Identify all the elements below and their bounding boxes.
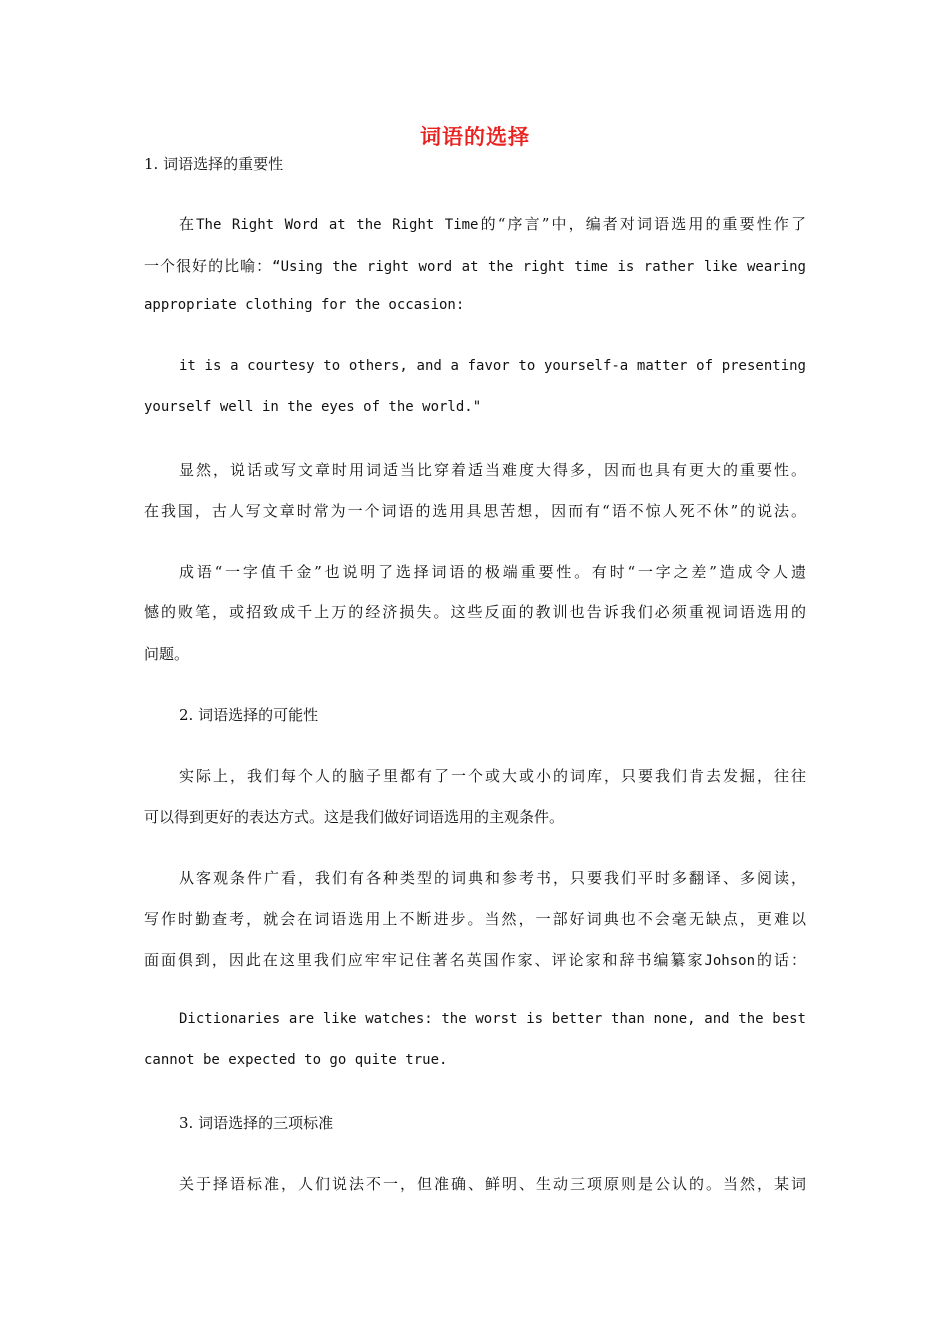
paragraph-4-line-3: 问题。	[144, 645, 190, 663]
p1-text-a: 在	[179, 215, 197, 233]
paragraph-5-line-2: 可以得到更好的表达方式。这是我们做好词语选用的主观条件。	[144, 808, 565, 826]
section-heading-3: 3. 词语选择的三项标准	[179, 1114, 334, 1132]
paragraph-6-line-1: 从客观条件广看，我们有各种类型的词典和参考书，只要我们平时多翻译、多阅读，	[179, 869, 806, 887]
paragraph-6-line-2: 写作时勤查考，就会在词语选用上不断进步。当然，一部好词典也不会毫无缺点，更难以	[144, 910, 806, 928]
paragraph-1-line-3: appropriate clothing for the occasion:	[144, 297, 465, 313]
paragraph-1-line-2	[144, 255, 806, 276]
paragraph-7-line-2: cannot be expected to go quite true.	[144, 1052, 448, 1068]
p6-text-a: 面面俱到，因此在这里我们应牢牢记住著名英国作家、评论家和辞书编纂家	[144, 951, 705, 969]
p1-text-d: 一个很好的比喻：	[144, 257, 273, 275]
book-title: The Right Word at the Right Time	[196, 217, 479, 233]
paragraph-3-line-1: 显然，说话或写文章时用词适当比穿着适当难度大得多，因而也具有更大的重要性。	[179, 461, 806, 479]
section-heading-2: 2. 词语选择的可能性	[179, 706, 319, 724]
paragraph-3-line-2: 在我国，古人写文章时常为一个词语的选用具思苦想，因而有“语不惊人死不休”的说法。	[144, 502, 806, 520]
paragraph-1-line-1	[179, 213, 806, 234]
paragraph-5-line-1: 实际上，我们每个人的脑子里都有了一个或大或小的词库，只要我们肯去发掘，往往	[179, 767, 806, 785]
quote-start: “Using the right word at the right time is rather like wearing	[272, 259, 806, 275]
paragraph-4-line-1: 成语“一字值千金”也说明了选择词语的极端重要性。有时“一字之差”造成令人遗	[179, 563, 806, 581]
p6-text-c: 的话：	[755, 951, 806, 969]
paragraph-7-line-1: Dictionaries are like watches: the worst is better than none, and the best	[179, 1011, 806, 1027]
paragraph-6-line-3	[144, 949, 806, 970]
paragraph-2-line-2: yourself well in the eyes of the world."	[144, 399, 482, 415]
paragraph-2-line-1: it is a courtesy to others, and a favor to yourself-a matter of presenting	[179, 358, 806, 374]
paragraph-4-line-2: 憾的败笔，或招致成千上万的经济损失。这些反面的教训也告诉我们必须重视词语选用的	[144, 603, 806, 621]
section-heading-1: 1. 词语选择的重要性	[144, 155, 284, 173]
p1-text-c: 的“序言”中，编者对词语选用的重要性作了	[478, 215, 806, 233]
paragraph-8-line-1: 关于择语标准，人们说法不一，但准确、鲜明、生动三项原则是公认的。当然，某词	[179, 1175, 806, 1193]
document-title: 词语的选择	[420, 125, 530, 149]
author-name: Johson	[704, 953, 756, 969]
